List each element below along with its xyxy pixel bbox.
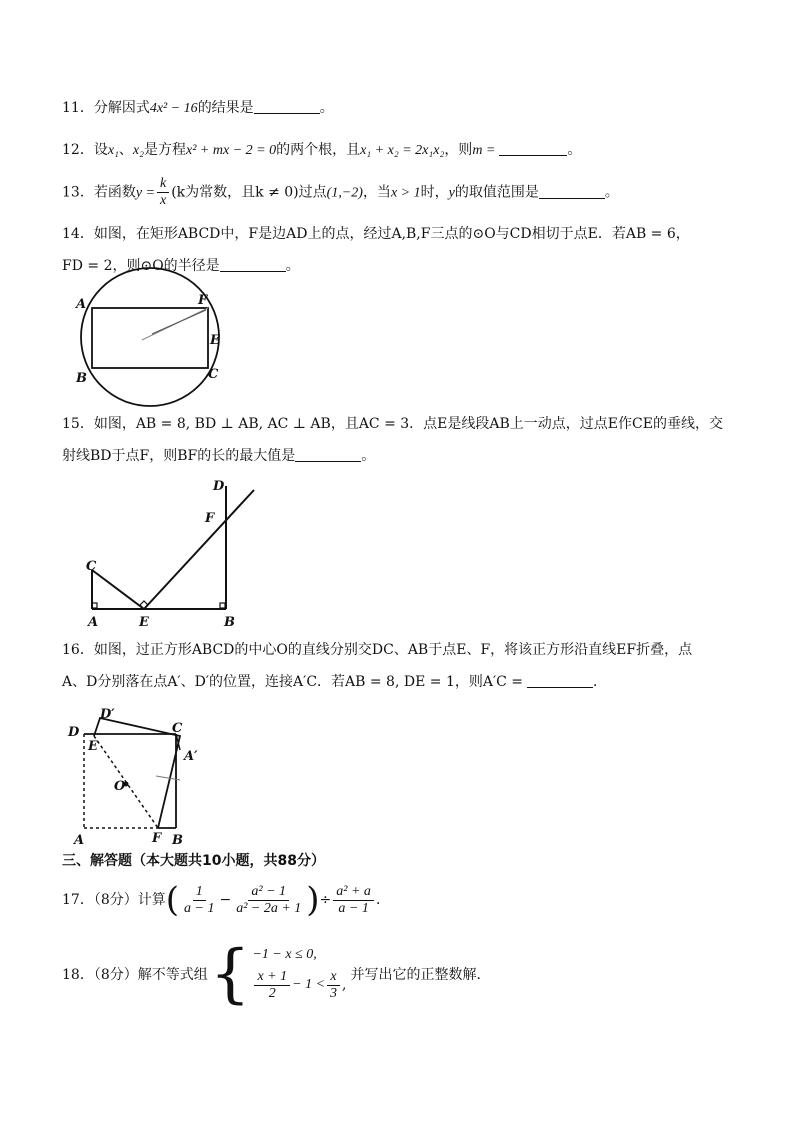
q13-text-a: 若函数 — [93, 184, 136, 201]
q16-label-d: D — [68, 725, 80, 740]
q17-number: 17．（8分）计算 — [62, 892, 166, 908]
q12-text-a: 设 — [93, 142, 108, 158]
q16-label-a1: A′ — [184, 749, 198, 764]
q18-f2-den: 3 — [330, 985, 338, 1001]
q12-m: m = — [472, 143, 496, 158]
question-15-line-1: 15．如图，AB = 8, BD ⊥ AB, AC ⊥ AB，且AC = 3．点E是线段AB上一动点，过点E作CE的垂线，交 — [62, 416, 723, 432]
q15-label-d: D — [213, 479, 225, 494]
q13-fraction — [157, 176, 169, 209]
q15-text: 射线BD于点F，则BF的长的最大值是 — [62, 448, 296, 464]
section-heading: 三、解答题（本大题共10小题，共88分） — [62, 853, 325, 869]
q14-label-a: A — [76, 297, 87, 312]
q17-f3-den: a − 1 — [338, 900, 369, 916]
q17-f1-num: 1 — [193, 884, 206, 901]
q15-label-a: A — [88, 615, 99, 630]
q17-end: ． — [375, 892, 390, 908]
q12-text-b: 是方程 — [144, 142, 187, 158]
question-18 — [62, 937, 491, 1011]
q11-text: 分解因式 — [93, 100, 150, 116]
question-15-line-2 — [62, 446, 375, 466]
q13-condition: (k为常数，且k ≠ 0) — [171, 184, 299, 201]
q18-f1-num: x + 1 — [254, 969, 290, 986]
q13-cond: x > 1 — [390, 185, 421, 201]
q17-f2-den: a² − 2a + 1 — [236, 900, 302, 916]
q16-text: A、D分别落在点A′、D′的位置，连接A′C．若AB = 8, DE = 1，则A′C = — [62, 674, 524, 690]
q13-text-c: ，当 — [362, 184, 391, 201]
q16-label-o: O — [114, 779, 126, 794]
q15-right-angle-b — [220, 603, 225, 608]
q14-circle — [81, 268, 219, 406]
q17-right-paren: ) — [306, 880, 320, 920]
q13-number: 13． — [62, 184, 94, 201]
q15-label-b: B — [224, 615, 235, 630]
q12-sep: 、 — [118, 142, 133, 158]
q15-end: 。 — [361, 448, 376, 464]
q12-number: 12． — [62, 142, 94, 158]
q15-ray-ef — [144, 490, 254, 609]
q14-radius-line — [152, 310, 206, 334]
q13-text-e: 的取值范围是 — [454, 184, 539, 201]
q16-end: ． — [593, 674, 608, 690]
q13-end: 。 — [604, 184, 619, 201]
q18-inequality-2 — [252, 969, 346, 1002]
q14-answer-blank[interactable] — [220, 257, 286, 272]
q17-fraction-1 — [181, 884, 217, 917]
q14-label-c: C — [208, 367, 219, 382]
q15-label-c: C — [86, 559, 97, 574]
q14-label-e: E — [210, 333, 220, 348]
q17-divide: ÷ — [319, 892, 332, 908]
question-12 — [62, 140, 581, 161]
q18-fraction-1 — [254, 969, 290, 1002]
q11-end: 。 — [319, 100, 334, 116]
q16-label-f: F — [152, 831, 162, 846]
q16-figure — [66, 706, 226, 848]
q12-end: 。 — [567, 142, 582, 158]
q14-figure — [70, 288, 230, 388]
q13-text-d: 时， — [420, 184, 449, 201]
q12-answer-blank[interactable] — [499, 141, 567, 156]
q12-condition: x₁ + x₂ = 2x₁x₂ — [360, 143, 445, 158]
q12-text-c: 的两个根，且 — [276, 142, 361, 158]
q11-expression: 4x² − 16 — [149, 101, 198, 116]
q18-comma: , — [342, 977, 347, 993]
question-17 — [62, 882, 390, 918]
question-13 — [62, 176, 619, 209]
q18-system — [252, 947, 346, 1002]
question-14-line-2 — [62, 256, 300, 276]
q18-mid: − 1 < — [292, 977, 326, 992]
q17-fraction-2 — [233, 884, 304, 917]
q18-brace: { — [209, 937, 251, 1011]
q13-frac-den: x — [160, 193, 167, 208]
question-16-line-1: 16．如图，过正方形ABCD的中心O的直线分别交DC、AB于点E、F，将该正方形沿直线EF折叠，点 — [62, 642, 693, 658]
q12-x2: x₂ — [132, 143, 145, 158]
q14-label-b: B — [76, 371, 87, 386]
q18-inequality-1: −1 − x ≤ 0, — [252, 946, 317, 962]
q12-text-d: ，则 — [444, 142, 473, 158]
q13-frac-num: k — [157, 176, 169, 193]
q12-equation: x² + mx − 2 = 0 — [186, 143, 277, 158]
q18-fraction-2 — [327, 969, 340, 1002]
q17-minus: − — [219, 892, 232, 908]
q13-yvar: y — [448, 185, 455, 201]
q17-f3-num: a² + a — [333, 884, 374, 901]
q14-label-f: F — [198, 293, 208, 308]
q16-label-b: B — [172, 833, 183, 848]
q15-answer-blank[interactable] — [295, 447, 361, 462]
q18-number: 18．（8分）解不等式组 — [62, 967, 208, 983]
question-11 — [62, 98, 334, 119]
question-14-line-1: 14．如图，在矩形ABCD中，F是边AD上的点，经过A,B,F三点的⊙O与CD相切于点E．若AB = 6， — [62, 226, 690, 242]
question-16-line-2 — [62, 672, 607, 692]
q18-f2-num: x — [327, 969, 339, 986]
q16-answer-blank[interactable] — [527, 673, 593, 688]
q17-left-paren: ( — [165, 880, 179, 920]
q11-number: 11． — [62, 100, 94, 116]
q14-end: 。 — [285, 258, 300, 274]
q13-text-b: 过点 — [298, 184, 327, 201]
q15-label-e: E — [139, 615, 149, 630]
q16-label-c: C — [172, 721, 183, 736]
q17-fraction-3 — [333, 884, 374, 917]
q12-x1: x₁ — [107, 143, 119, 158]
q11-answer-blank[interactable] — [254, 99, 320, 114]
q15-figure — [82, 478, 262, 628]
q14-text: FD = 2，则⊙O的半径是 — [62, 258, 220, 274]
q17-f2-num: a² − 1 — [248, 884, 289, 901]
q16-label-e: E — [88, 739, 98, 754]
q18-text: 并写出它的正整数解． — [350, 967, 491, 983]
q18-f1-den: 2 — [268, 985, 276, 1001]
q13-answer-blank[interactable] — [539, 184, 605, 199]
q15-label-f: F — [205, 511, 215, 526]
q16-label-d1: D′ — [100, 707, 115, 722]
q17-f1-den: a − 1 — [184, 900, 215, 916]
q13-point: (1,−2) — [326, 185, 363, 201]
q13-y: y = — [135, 185, 155, 201]
q16-label-a: A — [74, 833, 85, 848]
q15-segment-ce — [92, 570, 144, 609]
q11-text-b: 的结果是 — [197, 100, 254, 116]
